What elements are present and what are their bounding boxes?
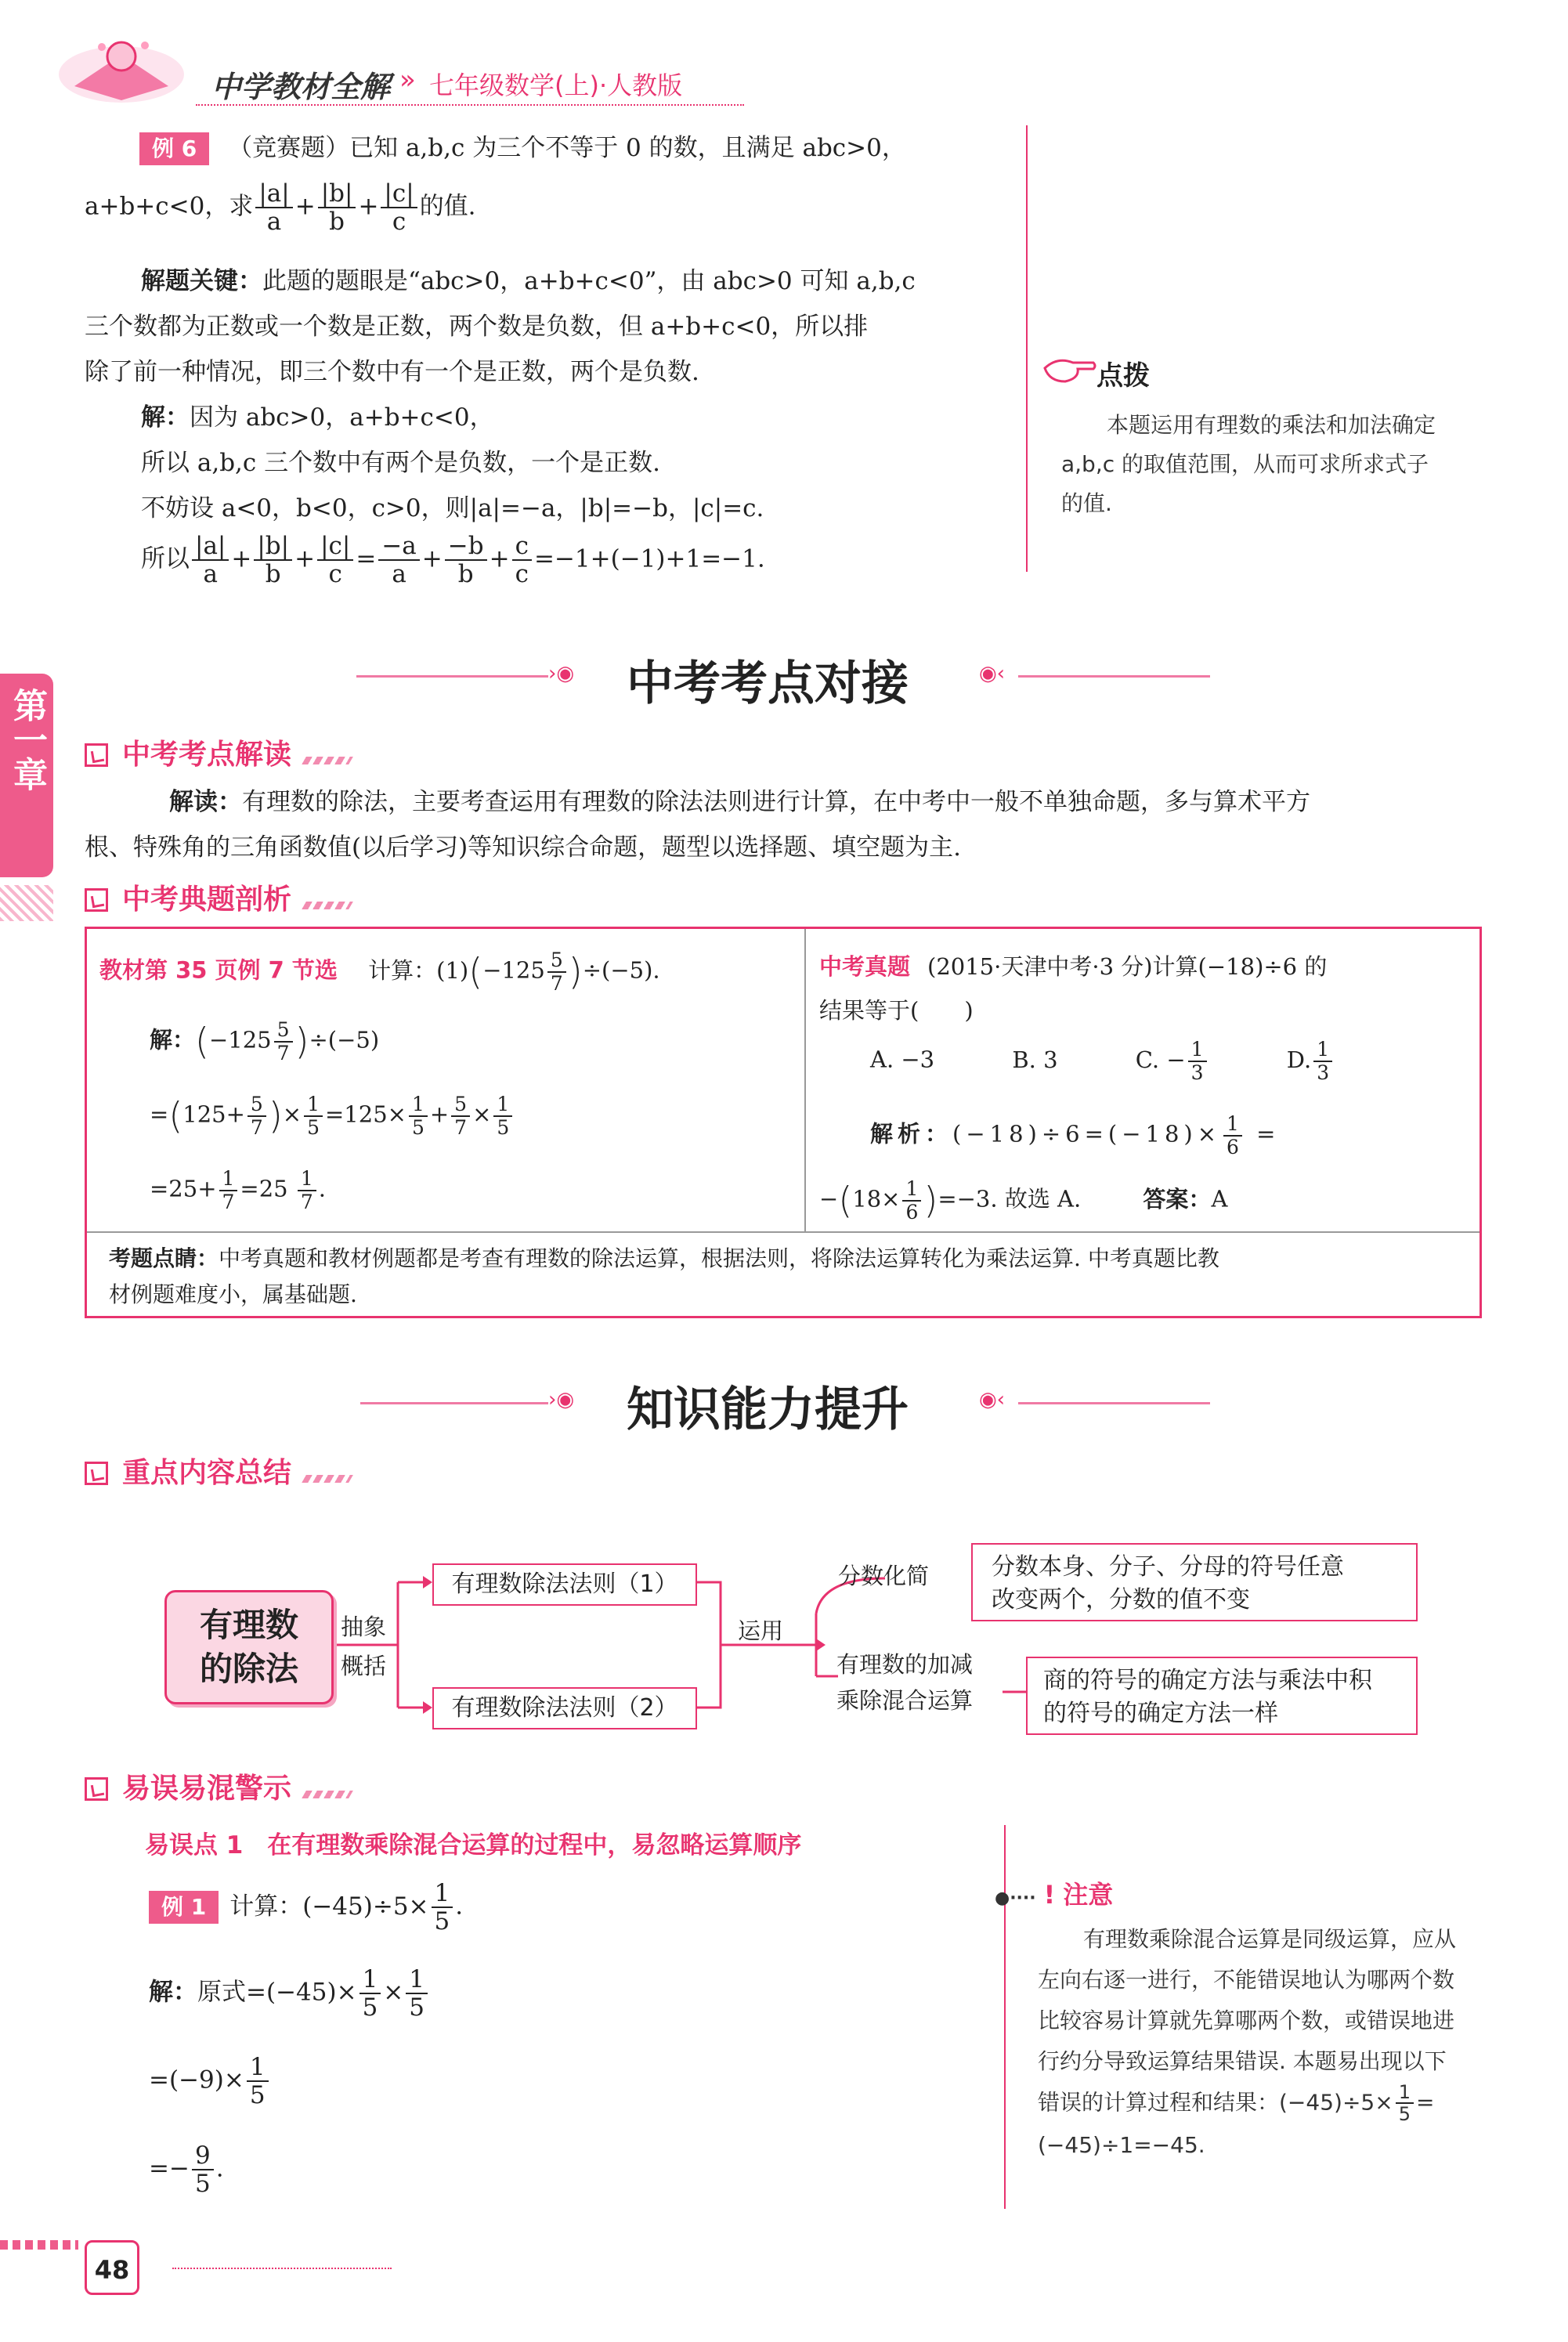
exam-box [85,927,1482,1318]
diagram-apply: 运用 [738,1617,784,1644]
section2-title: 知识能力提升 [627,1382,909,1437]
exam-box-note-rule [87,1231,1479,1233]
footer-dots [0,2240,78,2250]
diagram-leaf1: 分数本身、分子、分母的符号任意 改变两个，分数的值不变 [971,1543,1418,1621]
sidebar-divider [1026,125,1028,572]
header-logo [55,31,188,106]
section1-title: 中考考点对接 [627,656,909,711]
sub-heading-diantijiexi: 中考典题剖析 [85,877,351,917]
sub-heading-zhongdian: 重点内容总结 [85,1451,351,1491]
section2-rule-right [1018,1402,1210,1404]
tip-title: 点拨 [1097,360,1150,392]
diagram-leaf2: 商的符号的确定方法与乘法中积 的符号的确定方法一样 [1026,1657,1418,1735]
exam-options: A. −3 B. 3 C. − $\frac{1}{3}$ D. $\frac{1}{3}$ [870,1039,1335,1083]
book-title: 七年级数学(上)·人教版 [429,70,683,100]
diagram-branch2: 有理数的加减 乘除混合运算 [836,1651,974,1714]
mistake-example: 例 1 计算：(−45)÷5× $\frac{1}{5}$ . 解：原式=(−45)× $\frac{1}{5}$ × $\frac{1}{5}$ =(−9)× $\frac{1}{5}$ =− $\frac{9}{5}$ . [149,1879,464,2198]
jiedu-paragraph: 解读：有理数的除法，主要考查运用有理数的除法法则进行计算，在中考中一般不单独命题，多与算术平方 根、特殊角的三角函数值(以后学习)等知识综合命题，题型以选择题、填空题为主. [85,788,1310,862]
chapter-tab [0,674,53,877]
mistake-point-title: 易误点 1 在有理数乘除混合运算的过程中，易忽略运算顺序 [145,1831,802,1860]
pointing-hand-icon [1042,349,1097,391]
exam-box-divider [804,929,806,1231]
warning-icon: ●···· [995,1888,1036,1908]
exam-analysis-1: 解析：(−18)÷6=(−18)× $\frac{1}{6}$ = [870,1112,1281,1158]
diagram-root: 有理数的除法 [164,1590,334,1704]
chapter-tab-stripes [0,885,53,921]
header-separator: » [399,64,416,96]
textbook-solution-1: 解：(−125 $\frac{5}{7}$ )÷(−5) [150,1018,380,1064]
section2-marker-left: ›◉ [548,1388,575,1411]
check-icon [85,1777,108,1801]
diagram-rule2: 有理数除法法则（2） [432,1687,697,1729]
diagram-branch1: 分数化简 [838,1563,930,1589]
page-number: 48 [85,2240,139,2295]
section2-rule-left [360,1402,548,1404]
key-label: 解题关键： [141,267,262,295]
exam-analysis-2: −(18× $\frac{1}{6}$ )=−3. 故选 A. 答案：A [819,1177,1228,1223]
example6-block: 例 6 （竞赛题）已知 a,b,c 为三个不等于 0 的数，且满足 abc>0， a+b+c<0，求 $\frac{|a|}{a}$ + $\frac{|b|}{b}$ + $\frac{|c|}{c}$ 的值. 解题关键：此题的题眼是“abc>0，a+b+c<0”，由 abc>0 可知 a,b,c 三个数都为正数或一个数是正数，两个数是负数，但 a+b+c<0，所以排 除了前一种情况，即三个数中有一个是正数，两个是负数. 解：因为 abc>0，a+b+c<0， 所以 a,b,c 三个数中有两个是负数，一个是正数. 不妨设 a<0，b<0，c>0，则|a|=−a，|b|=−b，|c|=c. 所以 $\frac{|a|}{a}$ + $\frac{|b|}{b}$ + $\frac{|c|}{c}$ = $\frac{-a}{a}$ + $\frac{-b}{b}$ + $\frac{c}{c}$ =−1+(−1)+1=−1. [85,134,916,589]
section1-rule-left [356,675,548,678]
sub-heading-kaodian: 中考考点解读 [85,732,351,772]
check-icon [85,888,108,912]
header-rule [196,104,744,106]
example6-line1: （竞赛题）已知 a,b,c 为三个不等于 0 的数，且满足 abc>0， [228,134,906,162]
section1-rule-right [1018,675,1210,678]
textbook-solution-3: =25+ $\frac{1}{7}$ =25 $\frac{1}{7}$ . [150,1167,326,1213]
check-icon [85,743,108,767]
chapter-tab-label: 第一章 [7,688,47,791]
section2-marker-right: ◉‹ [979,1388,1006,1411]
series-title: 中学教材全解 [211,70,391,104]
footer-rule [172,2268,392,2269]
tip-body: 本题运用有理数的乘法和加法确定 a,b,c 的取值范围，从而可求所求式子 的值. [1061,412,1436,516]
concept-diagram [149,1535,1433,1755]
textbook-question: 教材第 35 页例 7 节选 计算：(1)(−125 $\frac{5}{7}$ )÷(−5). [99,949,660,995]
check-icon [85,1462,108,1485]
note-body: 有理数乘除混合运算是同级运算，应从 左向右逐一进行，不能错误地认为哪两个数 比较容易计算就先算哪两个数，或错误地进 行约分导致运算结果错误. 本题易出现以下 错误的计算过程和结果：(−45)÷5× $\frac{1}{5}$ = (−45)÷1=−45. [1038,1926,1457,2158]
section1-marker-right: ◉‹ [979,662,1006,685]
exam-question: 中考真题 (2015·天津中考·3 分)计算(−18)÷6 的 结果等于( ) [819,953,1328,1024]
example-tag: 例 6 [139,132,209,165]
sub-heading-yiwu: 易误易混警示 [85,1766,351,1806]
diagram-rule1: 有理数除法法则（1） [432,1563,697,1606]
textbook-solution-2: =(125+ $\frac{5}{7}$ )× $\frac{1}{5}$ =125× $\frac{1}{5}$ + $\frac{5}{7}$ × $\frac{1}{5}$ [150,1093,515,1138]
note-title-row: ●···· ! 注意 [995,1880,1114,1910]
exam-note: 考题点睛：中考真题和教材例题都是考查有理数的除法运算，根据法则，将除法运算转化为乘法运算. 中考真题比教 材例题难度小，属基础题. [109,1245,1219,1307]
diagram-edge-label: 抽象 概括 [341,1614,387,1679]
section1-marker-left: ›◉ [548,662,575,685]
book-mascot-icon [55,31,188,106]
